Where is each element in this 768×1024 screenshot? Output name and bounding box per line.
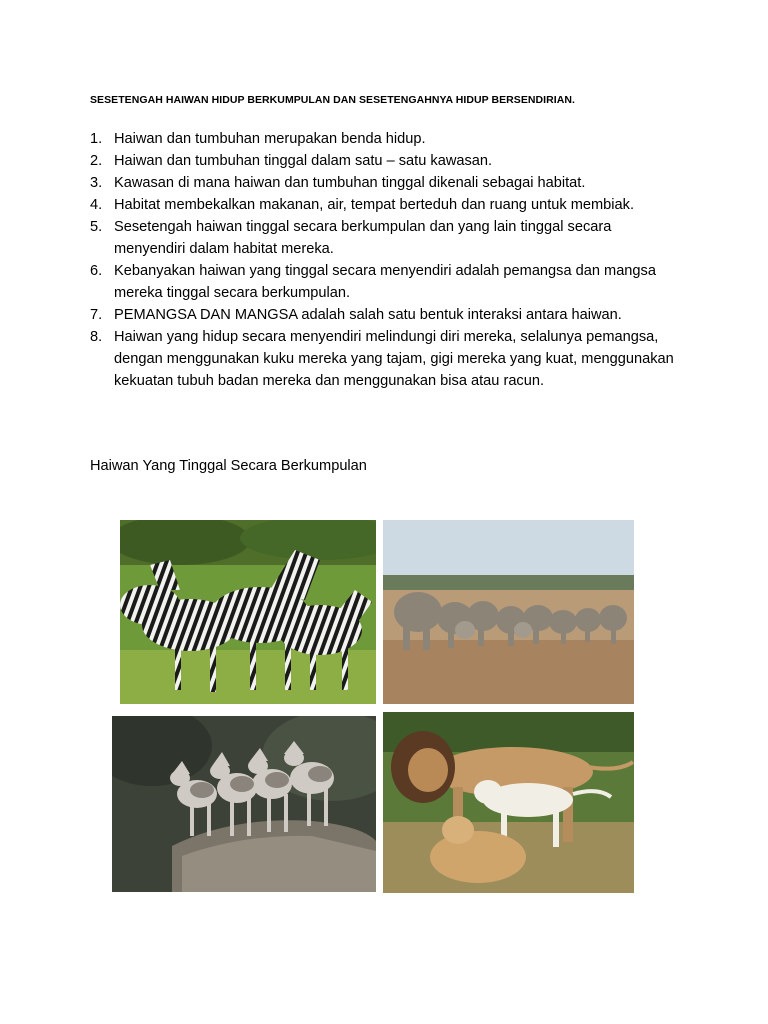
- list-number: 2.: [90, 153, 103, 169]
- lions-photo: [383, 712, 634, 893]
- list-text: PEMANGSA DAN MANGSA adalah salah satu bentuk interaksi antara haiwan.: [114, 307, 622, 323]
- list-text: Haiwan dan tumbuhan tinggal dalam satu – satu kawasan.: [114, 153, 493, 169]
- list-item: [90, 172, 680, 194]
- list-text: Sesetengah haiwan tinggal secara berkumpulan dan yang lain tinggal secara menyendiri dalam habitat mereka.: [114, 219, 612, 257]
- list-number: 1.: [90, 131, 103, 147]
- facts-list: [90, 128, 680, 392]
- document-heading: SESETENGAH HAIWAN HIDUP BERKUMPULAN DAN SESETENGAHNYA HIDUP BERSENDIRIAN.: [90, 94, 575, 106]
- elephants-photo: [383, 520, 634, 704]
- list-item: [90, 150, 680, 172]
- list-item: [90, 216, 680, 260]
- list-item: [90, 326, 680, 392]
- list-text: Habitat membekalkan makanan, air, tempat berteduh dan ruang untuk membiak.: [114, 197, 634, 213]
- list-text: Haiwan dan tumbuhan merupakan benda hidup.: [114, 131, 426, 147]
- list-item: [90, 128, 680, 150]
- list-number: 3.: [90, 175, 103, 191]
- list-number: 6.: [90, 263, 103, 279]
- list-item: [90, 194, 680, 216]
- list-item: [90, 304, 680, 326]
- list-text: Kebanyakan haiwan yang tinggal secara menyendiri adalah pemangsa dan mangsa mereka tinggal secara berkumpulan.: [114, 263, 656, 301]
- list-number: 5.: [90, 219, 103, 235]
- list-text: Haiwan yang hidup secara menyendiri melindungi diri mereka, selalunya pemangsa, dengan menggunakan kuku mereka yang tajam, gigi mereka yang kuat, menggunakan kekuatan tubuh badan mereka dan menggunakan bisa atau racun.: [114, 329, 674, 389]
- list-number: 4.: [90, 197, 103, 213]
- list-number: 7.: [90, 307, 103, 323]
- list-number: 8.: [90, 329, 103, 345]
- wolves-photo: [112, 716, 376, 892]
- list-item: [90, 260, 680, 304]
- list-text: Kawasan di mana haiwan dan tumbuhan tinggal dikenali sebagai habitat.: [114, 175, 586, 191]
- section-subheading: Haiwan Yang Tinggal Secara Berkumpulan: [90, 458, 367, 474]
- zebras-photo: [120, 520, 376, 704]
